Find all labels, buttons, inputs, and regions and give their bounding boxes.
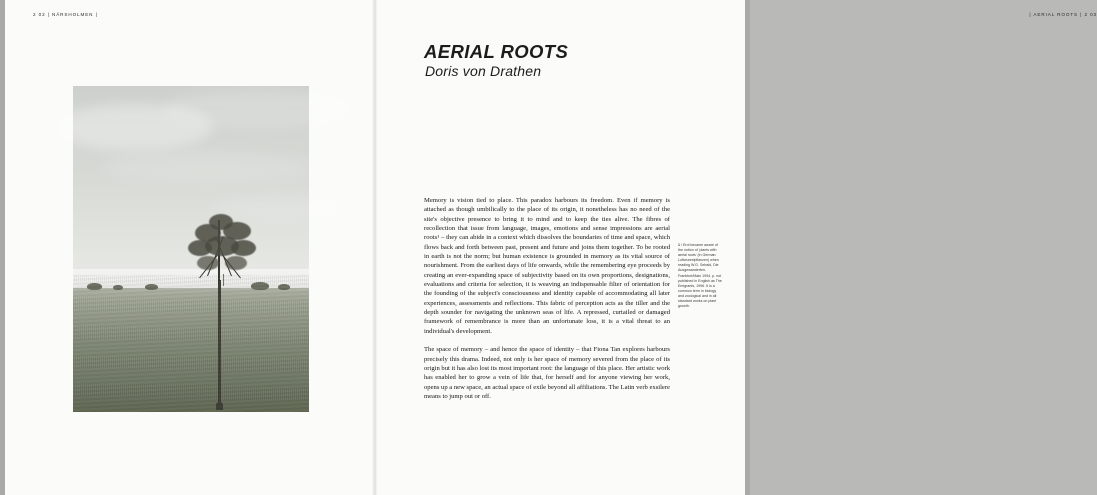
tree-foliage bbox=[225, 256, 247, 270]
page-title: AERIAL ROOTS bbox=[424, 41, 569, 62]
tree-foliage bbox=[205, 236, 239, 256]
footnote-text: / Erol became aware of the notion of 'plants with aerial roots' (in German: Luftwurzelpflanzen) when reading W.G. Sebald, Die Ausgewanderten. Frankfurt/Main 1994, p. not published in English as The Emigrants, 1996. It is a common term in biology and zoological and in all standard works on plant growth. bbox=[678, 243, 722, 309]
body-paragraph-2: The space of memory – and hence the space of identity – that Fiona Tan explores harbours precisely this drama. Indeed, not only is her space of memory severed from the place of its origin but it has also lost its most important root: the language of this place. Her artistic work has enabled her to grow a vein of life that, for herself and for anyone viewing her work, opens up a new space, an actual space of exile beyond all affiliations. The Latin verb exsilere means to jump out or off. bbox=[424, 346, 670, 400]
body-paragraph-1: Memory is vision tied to place. This paradox harbours its freedom. Even if memory is attached as though umbilically to the place of its origin, it nonetheless has no need of the site's objective presence to bring it to mind and to keep the ties alive. The fibres of recollection that issue from language, images, emotions and sense impressions are aerial roots¹ – they can abide in a context which dissolves the boundaries of time and space, which flows back and forth between past, present and future and joins them together. To be rooted in earth is not the norm; but human existence is grounded in memory as its vital source of nourishment. From the earliest days of life onwards, while the remembering eye proceeds by creating an ever-expanding space of subjectivity based on its own proportions, designations, evaluations and criteria for selection, it is weaving an indispensable filter of orientation for the founding of the subject's consciousness and identity capable of accommodating all later experiences, assessments and reflections. This fabric of perception acts as the tiller and the depth sounder for navigating the unknown seas of life. A repressed, curtailed or damaged framework of remembrance is more than an unfortunate loss, it is a vital threat to an individual's development. bbox=[424, 197, 670, 335]
left-page bbox=[5, 0, 375, 495]
running-head-left-text: 2 02 | NÄRSHOLMEN | bbox=[33, 12, 98, 17]
tree-foliage bbox=[197, 256, 219, 270]
running-head-right-text: | AERIAL ROOTS | 2 03 bbox=[1029, 12, 1097, 17]
cloud-shape bbox=[163, 90, 353, 128]
article-author: Doris von Drathen bbox=[425, 63, 542, 79]
cloud-shape bbox=[103, 152, 313, 182]
photo-grass-texture bbox=[73, 275, 309, 412]
running-head-left bbox=[33, 12, 98, 17]
photo-base bbox=[73, 86, 309, 412]
running-head-right bbox=[1029, 12, 1097, 17]
footnote-number: 1 bbox=[678, 243, 680, 247]
lone-tree-meadow-photograph bbox=[73, 86, 309, 412]
article-body bbox=[424, 196, 670, 410]
right-page-edge bbox=[745, 0, 750, 495]
footnote bbox=[678, 243, 722, 309]
